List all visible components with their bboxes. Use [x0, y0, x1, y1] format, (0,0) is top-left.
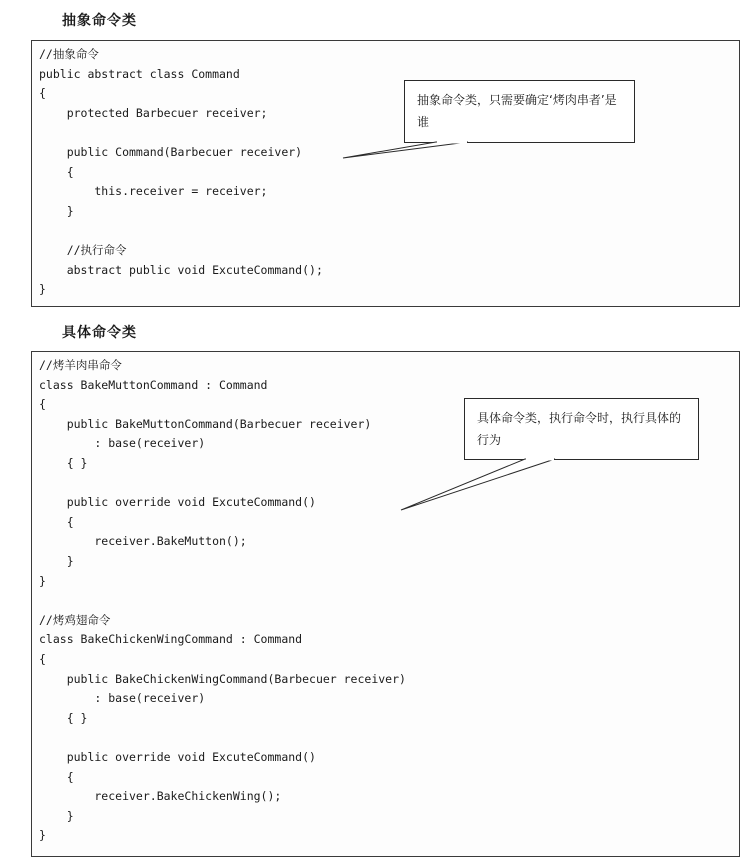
code-line: class BakeChickenWingCommand : Command — [39, 632, 303, 647]
code-line: { — [39, 397, 46, 412]
code-line: { — [39, 652, 46, 666]
callout-concrete-command: 具体命令类，执行命令时，执行具体的行为 — [464, 398, 699, 460]
code-line: public BakeChickenWingCommand(Barbecuer receiver) — [39, 671, 406, 686]
section-heading-concrete-command: 具体命令类 — [62, 325, 137, 341]
code-line: //抽象命令 — [39, 47, 99, 61]
code-line: this.receiver = receiver; — [39, 184, 268, 199]
code-line: { } — [39, 456, 88, 470]
code-line: abstract public void ExcuteCommand(); — [39, 262, 323, 277]
code-line: } — [39, 282, 46, 297]
code-line: : base(receiver) — [39, 436, 206, 451]
callout-abstract-command: 抽象命令类，只需要确定‘烤肉串者’是谁 — [404, 80, 635, 143]
code-line: class BakeMuttonCommand : Command — [39, 377, 268, 392]
code-line: } — [39, 808, 74, 823]
code-line: } — [39, 573, 46, 588]
code-line: } — [39, 828, 46, 843]
code-line: } — [39, 554, 74, 568]
code-line: { — [39, 514, 74, 529]
code-line: //烤鸡翅命令 — [39, 612, 111, 627]
code-line: { — [39, 164, 74, 179]
code-line: public override void ExcuteCommand() — [39, 495, 316, 510]
code-line: public Command(Barbecuer receiver) — [39, 145, 303, 159]
code-line: public BakeMuttonCommand(Barbecuer receiver) — [39, 416, 372, 431]
code-line: { } — [39, 710, 88, 725]
code-line: receiver.BakeChickenWing(); — [39, 789, 282, 804]
code-line: //烤羊肉串命令 — [39, 358, 122, 372]
code-line: receiver.BakeMutton(); — [39, 534, 247, 549]
code-line: : base(receiver) — [39, 691, 206, 706]
code-line: } — [39, 203, 74, 218]
code-line: { — [39, 86, 46, 101]
code-line: //执行命令 — [39, 243, 127, 257]
code-line: public override void ExcuteCommand() — [39, 750, 316, 764]
code-line: protected Barbecuer receiver; — [39, 105, 268, 120]
code-line: { — [39, 769, 74, 784]
code-line: public abstract class Command — [39, 66, 240, 81]
section-heading-abstract-command: 抽象命令类 — [62, 13, 137, 29]
